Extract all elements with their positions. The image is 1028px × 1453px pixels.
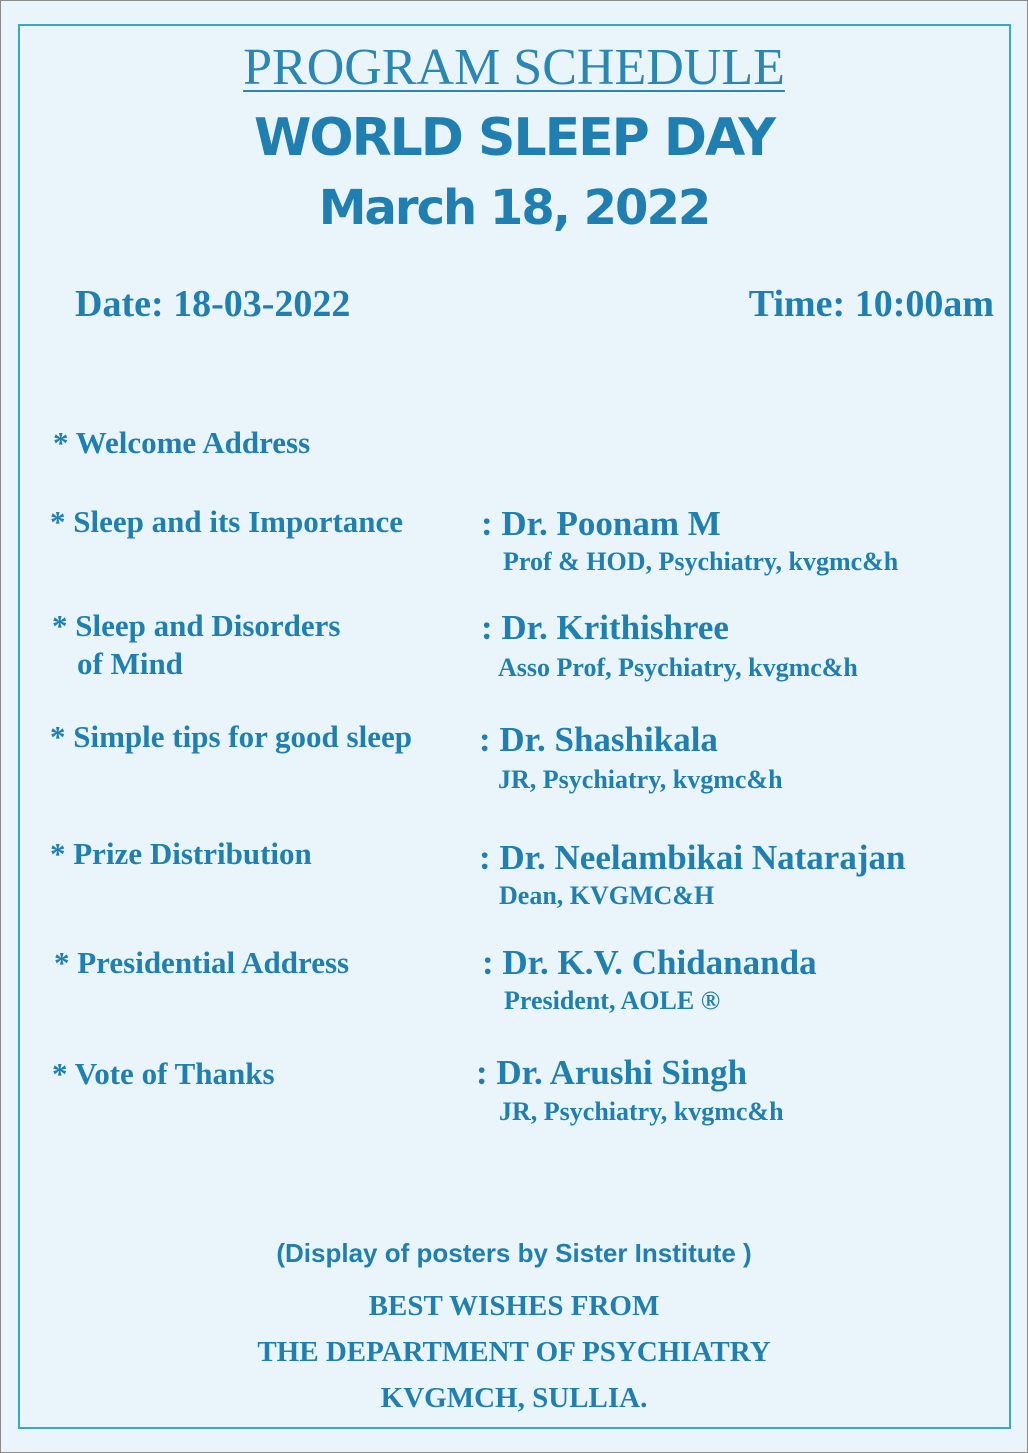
schedule-date: Date: 18-03-2022 [75, 283, 351, 325]
speaker-arushi: : Dr. Arushi Singh [476, 1053, 748, 1092]
wishes-line-2: THE DEPARTMENT OF PSYCHIATRY [257, 1336, 771, 1368]
wishes-line-3: KVGMCH, SULLIA. [380, 1382, 648, 1414]
speaker-poonam: : Dr. Poonam M [481, 504, 721, 543]
event-name: WORLD SLEEP DAY [254, 108, 774, 168]
display-note: (Display of posters by Sister Institute ) [276, 1238, 752, 1268]
role-chidananda: President, AOLE ® [504, 986, 721, 1015]
event-date: March 18, 2022 [318, 180, 710, 236]
speaker-krithishree: : Dr. Krithishree [481, 608, 729, 647]
role-arushi: JR, Psychiatry, kvgmc&h [499, 1097, 784, 1126]
schedule-item-sleep-disorders: * Sleep and Disorders [52, 608, 341, 643]
schedule-item-sleep-importance: * Sleep and its Importance [50, 504, 404, 539]
role-neelambikai: Dean, KVGMC&H [499, 881, 715, 910]
wishes-line-1: BEST WISHES FROM [368, 1290, 660, 1322]
role-shashikala: JR, Psychiatry, kvgmc&h [498, 765, 783, 794]
schedule-item-sleep-disorders-line2: of Mind [77, 646, 183, 681]
speaker-neelambikai: : Dr. Neelambikai Natarajan [479, 838, 906, 877]
schedule-item-sleep-tips: * Simple tips for good sleep [50, 719, 412, 754]
role-krithishree: Asso Prof, Psychiatry, kvgmc&h [498, 653, 858, 682]
schedule-item-prize: * Prize Distribution [50, 836, 312, 871]
page-title: PROGRAM SCHEDULE [243, 39, 785, 96]
schedule-time: Time: 10:00am [748, 283, 994, 325]
schedule-item-presidential: * Presidential Address [54, 945, 350, 980]
role-poonam: Prof & HOD, Psychiatry, kvgmc&h [503, 547, 899, 576]
speaker-shashikala: : Dr. Shashikala [479, 720, 718, 759]
schedule-item-vote-thanks: * Vote of Thanks [52, 1056, 275, 1091]
speaker-chidananda: : Dr. K.V. Chidananda [482, 943, 817, 982]
schedule-item-welcome: * Welcome Address [53, 425, 311, 460]
